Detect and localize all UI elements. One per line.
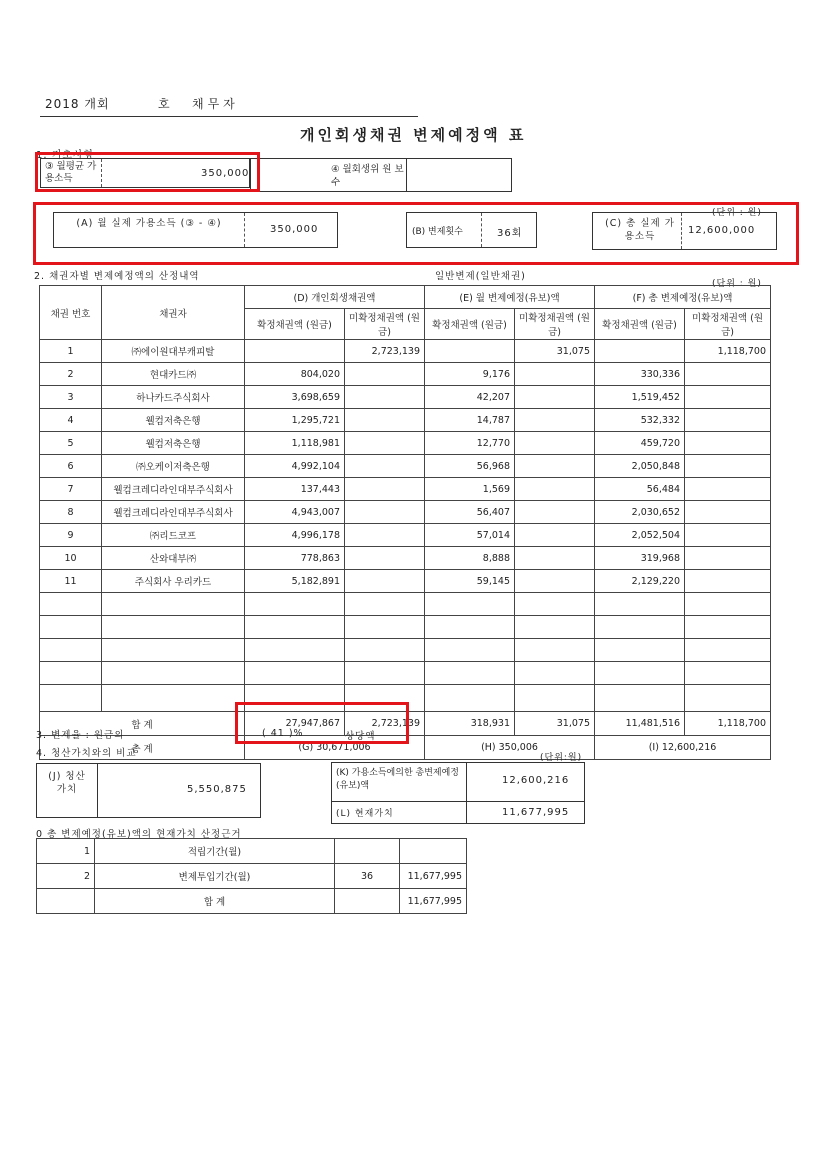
l-label: (L) 현재가치 <box>336 809 394 819</box>
sum-label: 합 계 <box>40 712 245 736</box>
cell-f2 <box>685 409 771 432</box>
cell-e2: 31,075 <box>515 340 595 363</box>
cell-d2 <box>345 409 425 432</box>
cell-d2 <box>345 570 425 593</box>
cell-f1: 532,332 <box>595 409 685 432</box>
cell-e2 <box>515 501 595 524</box>
cell-d2 <box>345 432 425 455</box>
cell-e1: 42,207 <box>425 386 515 409</box>
monthly-income-label: ③ 월평균 가용소득 <box>45 161 97 184</box>
cell-f1: 2,129,220 <box>595 570 685 593</box>
cell-d1: 804,020 <box>245 363 345 386</box>
pv-cell-v: 11,677,995 <box>400 864 467 889</box>
cell-f2 <box>685 547 771 570</box>
cell-no: 6 <box>40 455 102 478</box>
cell-e2 <box>515 478 595 501</box>
section1-label: 1. 기초사항 <box>36 150 95 161</box>
pv-sum-row <box>37 889 467 914</box>
cell-e1: 56,407 <box>425 501 515 524</box>
cell-name: ㈜오케이저축은행 <box>102 455 245 478</box>
col-header-d: (D) 개인회생채권액 <box>245 286 425 309</box>
k-label: (K) 가용소득에의한 총변제예정(유보)액 <box>336 768 459 791</box>
pv-row <box>37 864 467 889</box>
cell-no: 11 <box>40 570 102 593</box>
present-value-table <box>36 838 467 914</box>
cell-f1: 1,519,452 <box>595 386 685 409</box>
cell-e1: 8,888 <box>425 547 515 570</box>
cell-f1: 330,336 <box>595 363 685 386</box>
total-g: (G) 30,671,006 <box>245 736 425 760</box>
cell-name: ㈜리드코프 <box>102 524 245 547</box>
trustee-fee-box <box>250 158 512 192</box>
liquidation-value-label: (J) 청산 가치 <box>48 771 86 795</box>
cell-no: 9 <box>40 524 102 547</box>
cell-e2 <box>515 570 595 593</box>
empty-row <box>40 662 771 685</box>
cell-f1: 2,050,848 <box>595 455 685 478</box>
section2-unit: (단위 : 원) <box>712 279 762 289</box>
empty-row <box>40 616 771 639</box>
subheader-d-confirmed: 확정채권액 (원금) <box>245 309 345 340</box>
cell-f2 <box>685 432 771 455</box>
pv-cell-n <box>335 839 400 864</box>
cell-d1: 137,443 <box>245 478 345 501</box>
section1-unit: (단위 : 원) <box>712 208 762 218</box>
highlight-total-rate <box>235 702 409 744</box>
cell-f2 <box>685 363 771 386</box>
l-value: 11,677,995 <box>502 807 570 818</box>
cell-d2 <box>345 524 425 547</box>
cell-e2 <box>515 524 595 547</box>
box-a-label: (A) 월 실제 가용소득 (③ - ④) <box>76 218 222 229</box>
total-i: (I) 12,600,216 <box>595 736 771 760</box>
pv-cell-label: 적립기간(월) <box>95 839 335 864</box>
cell-no: 8 <box>40 501 102 524</box>
sum-d1: 27,947,867 <box>245 712 345 736</box>
cell-name: 웰컴크레디라인대부주식회사 <box>102 501 245 524</box>
cell-e1: 57,014 <box>425 524 515 547</box>
cell-d2 <box>345 455 425 478</box>
cell-f1: 319,968 <box>595 547 685 570</box>
cell-e2 <box>515 409 595 432</box>
section2-subtitle: 일반변제(일반채권) <box>435 271 526 282</box>
repayment-rate: ( 41 )% <box>262 728 304 739</box>
cell-e1: 56,968 <box>425 455 515 478</box>
box-b-value: 36회 <box>497 228 523 239</box>
cell-d1: 3,698,659 <box>245 386 345 409</box>
col-header-f: (F) 총 변제예정(유보)액 <box>595 286 771 309</box>
pv-row <box>37 839 467 864</box>
creditor-row <box>40 432 771 455</box>
cell-d2 <box>345 363 425 386</box>
cell-e1: 1,569 <box>425 478 515 501</box>
creditor-row <box>40 478 771 501</box>
cell-d1: 778,863 <box>245 547 345 570</box>
creditor-row <box>40 570 771 593</box>
sum-e1: 318,931 <box>425 712 515 736</box>
cell-f2 <box>685 455 771 478</box>
sum-e2: 31,075 <box>515 712 595 736</box>
cell-f2 <box>685 386 771 409</box>
cell-d1: 4,996,178 <box>245 524 345 547</box>
total-label: 총 계 <box>40 736 245 760</box>
k-value: 12,600,216 <box>502 775 570 786</box>
cell-name: 웰컴저축은행 <box>102 432 245 455</box>
cell-d1: 4,992,104 <box>245 455 345 478</box>
cell-f1 <box>595 340 685 363</box>
col-header-no: 채권 번호 <box>40 286 102 340</box>
creditor-row <box>40 455 771 478</box>
subheader-e-confirmed: 확정채권액 (원금) <box>425 309 515 340</box>
cell-e2 <box>515 386 595 409</box>
cell-e1: 14,787 <box>425 409 515 432</box>
repayment-rate-suffix: 상당액 <box>345 731 376 742</box>
debtor-label: 채무자 <box>192 97 239 111</box>
cell-d2 <box>345 501 425 524</box>
cell-d1: 5,182,891 <box>245 570 345 593</box>
cell-d1: 4,943,007 <box>245 501 345 524</box>
cell-name: 주식회사 우리카드 <box>102 570 245 593</box>
cell-no: 2 <box>40 363 102 386</box>
cell-e2 <box>515 432 595 455</box>
section4-label: 4. 청산가치와의 비교 <box>36 748 137 759</box>
monthly-income-value: 350,000 <box>201 168 250 179</box>
cell-name: ㈜에이원대부캐피탈 <box>102 340 245 363</box>
cell-f2 <box>685 478 771 501</box>
cell-no: 3 <box>40 386 102 409</box>
liquidation-value-box <box>36 763 261 818</box>
cell-d1 <box>245 340 345 363</box>
cell-f2 <box>685 501 771 524</box>
creditor-row <box>40 547 771 570</box>
pv-cell-no: 1 <box>37 839 95 864</box>
cell-f1: 2,052,504 <box>595 524 685 547</box>
cell-e1: 59,145 <box>425 570 515 593</box>
cell-e2 <box>515 547 595 570</box>
cell-f2 <box>685 570 771 593</box>
subheader-d-unconfirmed: 미확정채권액 (원금) <box>345 309 425 340</box>
pv-cell-v <box>400 839 467 864</box>
total-h: (H) 350,006 <box>425 736 595 760</box>
cell-d2: 2,723,139 <box>345 340 425 363</box>
subheader-e-unconfirmed: 미확정채권액 (원금) <box>515 309 595 340</box>
cell-f1: 2,030,652 <box>595 501 685 524</box>
sum-f2: 1,118,700 <box>685 712 771 736</box>
subheader-f-unconfirmed: 미확정채권액 (원금) <box>685 309 771 340</box>
box-c-value: 12,600,000 <box>688 225 756 236</box>
cell-d2 <box>345 478 425 501</box>
cell-no: 7 <box>40 478 102 501</box>
cell-d2 <box>345 547 425 570</box>
section3-label: 3. 변제율 : 원금의 <box>36 730 125 741</box>
cell-no: 10 <box>40 547 102 570</box>
creditor-row <box>40 386 771 409</box>
creditor-table <box>39 285 771 760</box>
cell-e2 <box>515 455 595 478</box>
highlight-monthly-income <box>35 152 260 192</box>
cell-e1: 12,770 <box>425 432 515 455</box>
cell-d1: 1,295,721 <box>245 409 345 432</box>
highlight-income-summary <box>33 202 799 265</box>
sum-f1: 11,481,516 <box>595 712 685 736</box>
cell-f1: 56,484 <box>595 478 685 501</box>
creditor-row <box>40 524 771 547</box>
cell-f1: 459,720 <box>595 432 685 455</box>
cell-d2 <box>345 386 425 409</box>
pv-sum-label: 합 계 <box>95 889 335 914</box>
page-title: 개인회생채권 변제예정액 표 <box>300 126 527 144</box>
cell-d1: 1,118,981 <box>245 432 345 455</box>
cell-e2 <box>515 363 595 386</box>
pv-cell-n: 36 <box>335 864 400 889</box>
case-ho: 호 <box>158 97 171 111</box>
creditor-row <box>40 409 771 432</box>
cell-name: 하나카드주식회사 <box>102 386 245 409</box>
creditor-row <box>40 363 771 386</box>
creditor-row <box>40 340 771 363</box>
subheader-f-confirmed: 확정채권액 (원금) <box>595 309 685 340</box>
pv-sum-value: 11,677,995 <box>400 889 467 914</box>
cell-no: 4 <box>40 409 102 432</box>
comparison-box <box>331 762 585 824</box>
creditor-row <box>40 501 771 524</box>
cell-name: 현대카드㈜ <box>102 363 245 386</box>
cell-no: 5 <box>40 432 102 455</box>
section4-unit: (단위:원) <box>540 753 583 763</box>
sum-d2: 2,723,139 <box>345 712 425 736</box>
box-c-label: (C) 총 실제 가용소득 <box>605 218 675 242</box>
cell-name: 웰컴크레디라인대부주식회사 <box>102 478 245 501</box>
col-header-creditor: 채권자 <box>102 286 245 340</box>
pv-cell-no: 2 <box>37 864 95 889</box>
liquidation-value: 5,550,875 <box>187 784 247 795</box>
trustee-fee-label: ④ 월회생위 원 보수 <box>331 164 404 188</box>
cell-e1 <box>425 340 515 363</box>
cell-no: 1 <box>40 340 102 363</box>
cell-e1: 9,176 <box>425 363 515 386</box>
cell-name: 웰컴저축은행 <box>102 409 245 432</box>
case-year: 2018 개회 <box>45 97 110 111</box>
cell-name: 산와대부㈜ <box>102 547 245 570</box>
box-b-label: (B) 변제횟수 <box>412 227 463 237</box>
section5-label: 0 총 변제예정(유보)액의 현재가치 산정근거 <box>36 829 242 840</box>
cell-f2: 1,118,700 <box>685 340 771 363</box>
box-a-value: 350,000 <box>270 224 319 235</box>
col-header-e: (E) 월 변제예정(유보)액 <box>425 286 595 309</box>
empty-row <box>40 593 771 616</box>
cell-f2 <box>685 524 771 547</box>
empty-row <box>40 639 771 662</box>
section2-label: 2. 채권자별 변제예정액의 산정내역 <box>34 271 200 282</box>
pv-cell-label: 변제투입기간(월) <box>95 864 335 889</box>
